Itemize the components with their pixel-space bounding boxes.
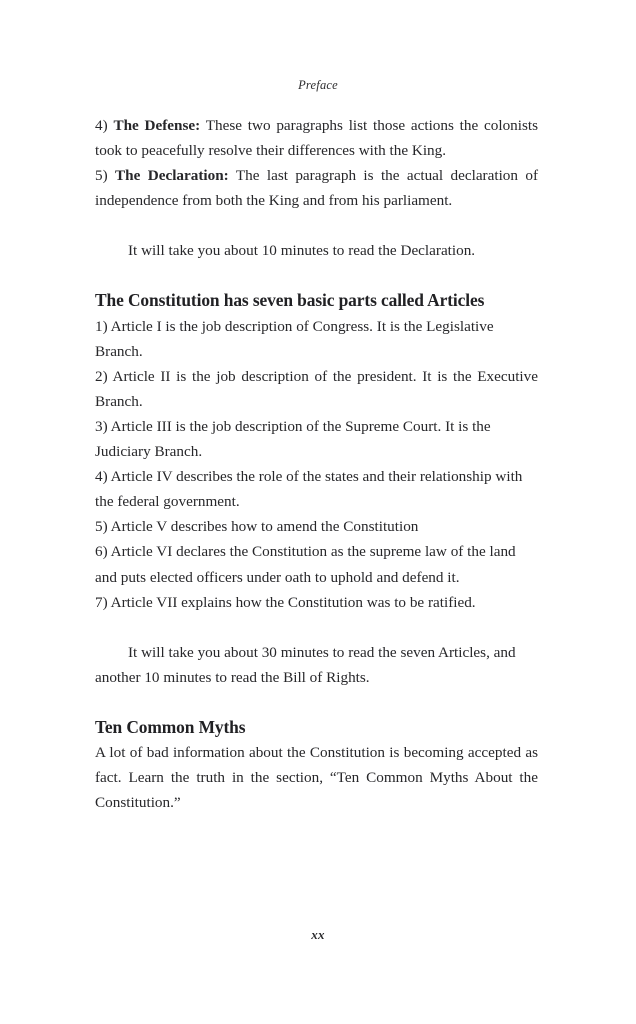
- spacer: [95, 690, 538, 715]
- paragraph-the-defense: [95, 113, 538, 163]
- article-item-5: 5) Article V describes how to amend the Constitution: [95, 518, 419, 536]
- paragraph-the-defense-text: These two paragraphs list those actions the colonists took to peacefully resolve their differences with the King.: [95, 117, 539, 160]
- article-item-7: 7) Article VII explains how the Constitution was to be ratified.: [95, 593, 476, 611]
- list-marker-5: 5): [95, 167, 108, 185]
- page-body: [95, 113, 538, 815]
- heading-articles: The Constitution has seven basic parts called Articles: [95, 290, 485, 311]
- paragraph-the-declaration: [95, 163, 538, 213]
- spacer: [95, 213, 538, 238]
- article-item-1: 1) Article I is the job description of Congress. It is the Legislative Branch.: [95, 317, 494, 360]
- paragraph-the-declaration-text: The last paragraph is the actual declaration of independence from both the King and from his parliament.: [95, 167, 539, 210]
- spacer: [95, 615, 538, 640]
- note-articles-reading-time: It will take you about 30 minutes to read the seven Articles, and another 10 minutes to read the Bill of Rights.: [95, 643, 516, 686]
- note-declaration-reading-time: It will take you about 10 minutes to read the Declaration.: [128, 242, 476, 260]
- article-item-6: 6) Article VI declares the Constitution as the supreme law of the land and puts elected officers under oath to uphold and defend it.: [95, 543, 516, 586]
- list-marker-4: 4): [95, 117, 108, 134]
- paragraph-ten-common-myths: A lot of bad information about the Constitution is becoming accepted as fact. Learn the truth in the section, “Ten Common Myths About the Constitution.”: [95, 743, 538, 812]
- heading-ten-common-myths: Ten Common Myths: [95, 716, 246, 737]
- article-item-3: 3) Article III is the job description of the Supreme Court. It is the Judiciary Branch.: [95, 417, 491, 461]
- article-item-2: 2) Article II is the job description of the president. It is the Executive Branch.: [95, 367, 538, 410]
- article-item-4: 4) Article IV describes the role of the states and their relationship with the federal government.: [95, 468, 523, 511]
- lead-in-the-declaration: The Declaration:: [115, 167, 229, 185]
- page-number: xx: [311, 927, 325, 942]
- lead-in-the-defense: The Defense:: [113, 117, 201, 134]
- spacer: [95, 263, 538, 288]
- running-head: Preface: [298, 78, 338, 92]
